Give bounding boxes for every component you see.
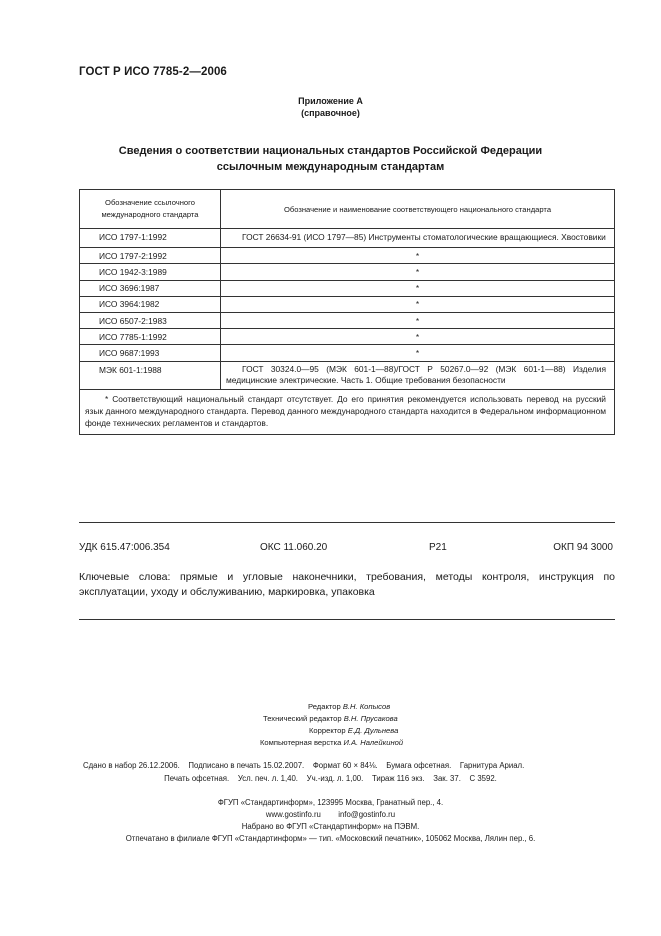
national-standard-cell: * [221, 345, 615, 361]
section-heading-line2: ссылочным международным стандартам [216, 161, 445, 173]
table-row [80, 264, 615, 280]
section-heading-line1: Сведения о соответствии национальных стандартов Российской Федерации [118, 145, 543, 157]
imprint-web-contacts: www.gostinfo.ru info@gostinfo.ru [265, 810, 396, 819]
national-standard-cell: ГОСТ 26634-91 (ИСО 1797—85) Инструменты стоматологические вращающиеся. Хвостовики [221, 229, 615, 248]
editor-credit [308, 702, 390, 711]
annex-title: Приложение А [298, 96, 363, 106]
corrector-name: Е.Д. Дульнева [347, 726, 399, 735]
national-standard-cell: * [221, 264, 615, 280]
intl-standard-cell: ИСО 3696:1987 [80, 280, 221, 296]
national-standard-cell: * [221, 296, 615, 312]
annex-type: (справочное) [301, 108, 360, 118]
table-row [80, 345, 615, 361]
table-footnote-row [80, 389, 615, 434]
imprint-printed-at: Отпечатано в филиале ФГУП «Стандартинформ» — тип. «Московский печатник», 105062 Москва, Лялин пер., 6. [125, 834, 536, 843]
header-intl-standard: Обозначение ссылочного международного стандарта [80, 190, 221, 229]
table-row [80, 312, 615, 328]
keywords: Ключевые слова: прямые и угловые наконечники, требования, методы контроля, инструкция по эксплуатации, уходу и обслуживанию, маркировка, упаковка [79, 571, 615, 598]
intl-standard-cell: ИСО 7785-1:1992 [80, 329, 221, 345]
intl-standard-cell: ИСО 1797-1:1992 [80, 229, 221, 248]
header-national-standard: Обозначение и наименование соответствующего национального стандарта [221, 190, 615, 229]
intl-standard-cell: ИСО 6507-2:1983 [80, 312, 221, 328]
national-standard-cell: * [221, 329, 615, 345]
oks-code: ОКС 11.060.20 [260, 542, 328, 553]
editor-name: В.Н. Копысов [342, 702, 391, 711]
table-row [80, 248, 615, 264]
divider-bottom [79, 619, 615, 620]
tech-editor-label: Технический редактор [263, 714, 342, 723]
intl-standard-cell: ИСО 1797-2:1992 [80, 248, 221, 264]
corrector-label: Корректор [309, 726, 346, 735]
tech-editor-name: В.Н. Прусакова [343, 714, 398, 723]
udk-code: УДК 615.47:006.354 [79, 542, 170, 553]
divider-top [79, 522, 615, 523]
intl-standard-cell: МЭК 601-1:1988 [80, 361, 221, 389]
table-row [80, 361, 615, 389]
table-row [80, 229, 615, 248]
table-row [80, 280, 615, 296]
imprint-publisher-address: ФГУП «Стандартинформ», 123995 Москва, Гранатный пер., 4. [217, 798, 444, 807]
table-row [80, 296, 615, 312]
layout-label: Компьютерная верстка [260, 738, 342, 747]
okp-code: ОКП 94 3000 [553, 542, 613, 553]
corrector-credit [309, 726, 398, 735]
national-standard-cell: ГОСТ 30324.0—95 (МЭК 601-1—88)/ГОСТ Р 50267.0—92 (МЭК 601-1—88) Изделия медицинские электрические. Часть 1. Общие требования безопасности [221, 361, 615, 389]
intl-standard-cell: ИСО 9687:1993 [80, 345, 221, 361]
group-code: Р21 [429, 542, 447, 553]
imprint-run-details: Печать офсетная. Усл. печ. л. 1,40. Уч.-изд. л. 1,00. Тираж 116 экз. Зак. 37. С 3592. [164, 774, 497, 783]
table-footnote: * Соответствующий национальный стандарт отсутствует. До его принятия рекомендуется использовать перевод на русский язык данного международного стандарта. Перевод данного международного стандарта находится в Федеральном информационном фонде технических регламентов и стандартов. [80, 389, 615, 434]
imprint-print-details: Сдано в набор 26.12.2006. Подписано в печать 15.02.2007. Формат 60 × 84⅛. Бумага офсетная. Гарнитура Ариал. [83, 761, 525, 770]
imprint-typeset: Набрано во ФГУП «Стандартинформ» на ПЭВМ. [241, 822, 420, 831]
table-header-row [80, 190, 615, 229]
national-standard-cell: * [221, 280, 615, 296]
layout-credit [260, 738, 403, 747]
intl-standard-cell: ИСО 1942-3:1989 [80, 264, 221, 280]
layout-name: И.А. Налейкиной [343, 738, 404, 747]
national-standard-cell: * [221, 248, 615, 264]
table-row [80, 329, 615, 345]
standards-correspondence-table [79, 189, 615, 435]
document-title: ГОСТ Р ИСО 7785-2—2006 [79, 66, 227, 78]
tech-editor-credit [263, 714, 398, 723]
intl-standard-cell: ИСО 3964:1982 [80, 296, 221, 312]
national-standard-cell: * [221, 312, 615, 328]
editor-label: Редактор [308, 702, 341, 711]
